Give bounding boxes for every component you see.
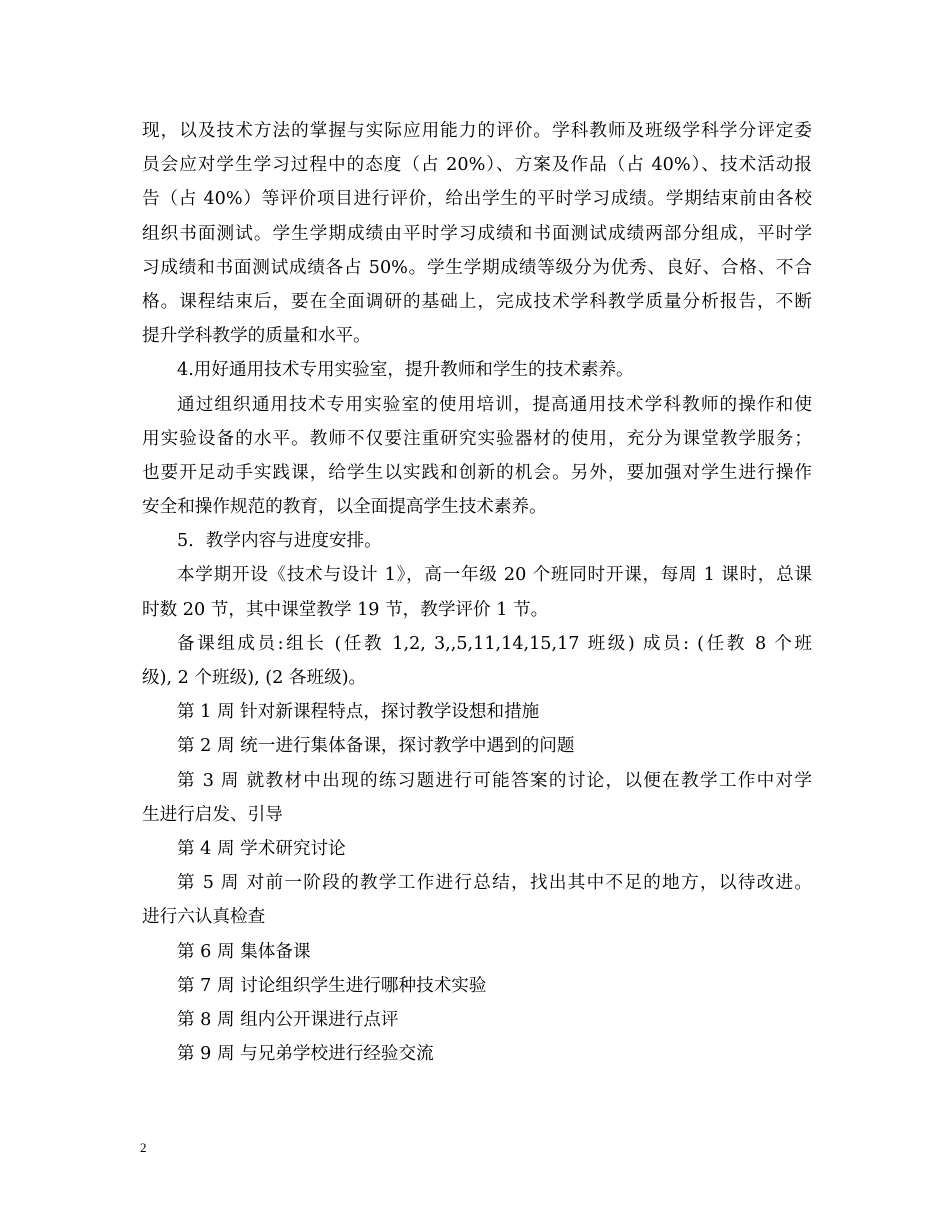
- text-line: 第 9 周 与兄弟学校进行经验交流: [177, 1044, 434, 1065]
- text-line: 第 3 周 就教材中出现的练习题进行可能答案的讨论，以便在教学工作中对学: [177, 770, 812, 791]
- text-line: 第 5 周 对前一阶段的教学工作进行总结，找出其中不足的地方，以待改进。: [177, 873, 812, 894]
- text-line: 备课组成员:组长 (任教 1,2, 3,,5,11,14,15,17 班级) 成员: (任教 8 个班: [177, 633, 812, 654]
- text-line: 第 1 周 针对新课程特点，探讨教学设想和措施: [177, 702, 540, 723]
- text-line: 第 2 周 统一进行集体备课，探讨教学中遇到的问题: [177, 736, 575, 757]
- text-line: 第 6 周 集体备课: [177, 941, 311, 962]
- text-line: 生进行启发、引导: [142, 804, 283, 825]
- page-number: 2: [140, 1140, 147, 1155]
- text-line: 级), 2 个班级), (2 各班级)。: [142, 668, 367, 688]
- text-line: 第 8 周 组内公开课进行点评: [177, 1009, 399, 1030]
- text-line: 员会应对学生学习过程中的态度（占 20%）、方案及作品（占 40%）、技术活动报: [142, 155, 812, 176]
- text-line: 习成绩和书面测试成绩各占 50%。学生学期成绩等级分为优秀、良好、合格、不合: [142, 257, 812, 278]
- text-line: 告（占 40%）等评价项目进行评价，给出学生的平时学习成绩。学期结束前由各校: [142, 189, 812, 210]
- text-line: 用实验设备的水平。教师不仅要注重研究实验器材的使用，充分为课堂教学服务；: [142, 428, 812, 449]
- text-line: 本学期开设《技术与设计 1》，高一年级 20 个班同时开课，每周 1 课时，总课: [177, 565, 812, 586]
- text-line: 提升学科教学的质量和水平。: [142, 326, 371, 347]
- text-line: 进行六认真检查: [142, 907, 266, 928]
- text-line: 现，以及技术方法的掌握与实际应用能力的评价。学科教师及班级学科学分评定委: [142, 121, 812, 141]
- text-line: 也要开足动手实践课，给学生以实践和创新的机会。另外，要加强对学生进行操作: [142, 462, 812, 483]
- text-line: 格。课程结束后，要在全面调研的基础上，完成技术学科教学质量分析报告，不断: [142, 291, 812, 312]
- text-line: 组织书面测试。学生学期成绩由平时学习成绩和书面测试成绩两部分组成，平时学: [142, 223, 812, 244]
- text-line: 第 7 周 讨论组织学生进行哪种技术实验: [177, 975, 487, 996]
- document-body: [142, 114, 812, 1071]
- text-line: 4.用好通用技术专用实验室，提升教师和学生的技术素养。: [177, 360, 634, 381]
- text-line: 时数 20 节，其中课堂教学 19 节，教学评价 1 节。: [142, 599, 549, 620]
- text-line: 安全和操作规范的教育，以全面提高学生技术素养。: [142, 497, 547, 518]
- text-line: 通过组织通用技术专用实验室的使用培训，提高通用技术学科教师的操作和使: [177, 394, 812, 415]
- text-line: 5．教学内容与进度安排。: [177, 531, 382, 552]
- text-line: 第 4 周 学术研究讨论: [177, 838, 346, 859]
